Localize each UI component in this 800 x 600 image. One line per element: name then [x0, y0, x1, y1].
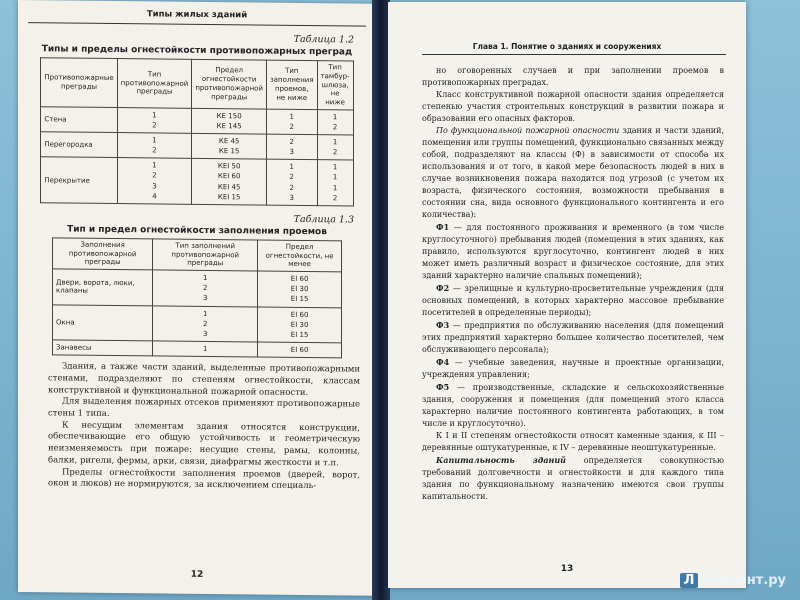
cell-value: 1 [152, 161, 157, 170]
table-cell [266, 134, 317, 160]
cell-value: EI 15 [290, 330, 309, 339]
cell-value: 4 [152, 192, 157, 201]
table-1-2 [40, 57, 353, 206]
row-label: Стена [41, 106, 117, 132]
cell-value: 1 [332, 173, 338, 182]
paragraph-lead: Ф2 [436, 283, 450, 293]
paragraph-lead: Капитальность зданий [436, 455, 566, 465]
cell-value: 3 [289, 193, 294, 202]
cell-value: EI 60 [290, 274, 309, 284]
column-header: Тип противопожарной преграды [117, 59, 192, 109]
cell-value: 1 [332, 163, 338, 172]
table-row [41, 132, 353, 161]
paragraph-lead: Ф4 [436, 357, 450, 367]
cell-value: 2 [332, 148, 338, 157]
table-row [41, 106, 353, 135]
table-cell [317, 160, 353, 206]
cell-value: 3 [203, 294, 208, 303]
paragraph-text: — учебные заведения, научные и проектные организации, учреждения управления; [422, 358, 724, 379]
paragraph: Для выделения пожарных отсеков применяют противопожарные стены 1 типа. [48, 396, 360, 419]
cell-value: 1 [203, 309, 208, 318]
cell-value: 2 [289, 137, 294, 146]
cell-value: 2 [152, 171, 157, 180]
cell-value: 1 [289, 112, 294, 121]
cell-value: 3 [203, 329, 208, 338]
cell-value: КЕ 150 [216, 111, 242, 121]
column-header: Тип заполнения проемов, не ниже [266, 60, 317, 109]
watermark-text: абиринт.ру [701, 573, 786, 588]
table-cell [192, 159, 267, 205]
paragraph [422, 282, 724, 319]
column-header: Предел огнестойкости противопожарной преграды [192, 59, 267, 109]
cell-value: 2 [289, 122, 294, 131]
cell-value: 2 [289, 173, 294, 182]
cell-value: 2 [152, 121, 157, 130]
cell-value: КЕ 45 [218, 137, 240, 146]
paragraph [422, 89, 724, 125]
table-cell [258, 342, 342, 358]
row-label: Перегородка [41, 132, 117, 158]
cell-value: 1 [289, 163, 294, 172]
cell-value: КЕI 45 [217, 182, 241, 191]
cell-value: 2 [289, 183, 294, 192]
table-row [53, 269, 342, 307]
paragraph [422, 454, 724, 503]
table-cell [192, 133, 267, 159]
cell-value: EI 60 [290, 345, 309, 355]
column-header: Тип тамбур-шлюза, не ниже [317, 61, 353, 110]
row-label: Занавесы [53, 340, 153, 356]
left-page-number: 12 [190, 569, 204, 580]
column-header: Противопожарные преграды [41, 58, 117, 108]
labirint-logo-icon: Л [680, 573, 699, 588]
table-1-2-title: Типы и пределы огнестойкости противопожарных преград [41, 44, 353, 58]
header-rule [28, 22, 366, 27]
paragraph [422, 125, 724, 221]
table-cell [266, 159, 317, 205]
cell-value: 3 [152, 181, 157, 191]
table-cell [266, 109, 317, 135]
paragraph [422, 319, 724, 356]
column-header: Тип заполнений противопожарной преграды [153, 239, 258, 271]
paragraph: Пределы огнестойкости заполнения проемов (дверей, ворот, окон и люков) не нормируются, за исключением специаль- [48, 467, 360, 492]
cell-value: 2 [203, 284, 208, 293]
paragraph [422, 221, 724, 282]
table-cell [258, 307, 342, 343]
cell-value: 1 [332, 138, 338, 147]
table-cell [317, 109, 353, 135]
cell-value: 1 [203, 344, 208, 353]
cell-value: 2 [152, 146, 157, 155]
table-cell [153, 341, 258, 357]
cell-value: 3 [289, 148, 294, 157]
table-1-3-title: Тип и предел огнестойкости заполнения проемов [67, 224, 327, 238]
table-cell [117, 107, 192, 133]
left-running-head: Типы жилых зданий [146, 9, 248, 21]
table-row [53, 304, 342, 342]
table-1-3 [52, 237, 342, 358]
cell-value: 2 [332, 123, 338, 132]
cell-value: 1 [152, 136, 157, 145]
right-running-head: Глава 1. Понятие о зданиях и сооружениях [472, 42, 662, 51]
cell-value: 1 [332, 113, 338, 122]
table-row [53, 340, 342, 358]
paragraph [422, 65, 724, 89]
row-label: Перекрытие [41, 157, 117, 203]
paragraph-lead: По функциональной пожарной опасности [436, 126, 620, 135]
paragraph-lead: Ф1 [436, 222, 450, 232]
paragraph-text: — зрелищные и культурно-просветительные учреждения (для основных помещений, в которых характерно массовое пребывание посетителей в определенные периоды); [422, 284, 724, 317]
cell-value: EI 60 [290, 310, 309, 319]
right-body-text [422, 65, 724, 503]
cell-value: 1 [332, 183, 338, 192]
paragraph-text: Класс конструктивной пожарной опасности здания определяется степенью участия строительных конструкций в развитии пожара и образовании его опасных факторов. [422, 90, 724, 123]
table-cell [117, 158, 192, 204]
paragraph: К несущим элементам здания относятся конструкции, обеспечивающие его общую устойчивость и геометрическую неизменяемость при пожаре: несущие стены, рамы, колонны, балки, ригели, фермы, арки, связи, диафрагмы жесткости и т.п. [48, 420, 360, 469]
cell-value: EI 15 [290, 295, 309, 304]
table-cell [153, 305, 258, 342]
paragraph-text: — предприятия по обслуживанию населения (для помещений этих предприятий характерно большее количество посетителей, чем обслуживающего персонала); [422, 321, 724, 354]
table-1-3-caption: Таблица 1.3 [293, 213, 354, 226]
cell-value: 2 [332, 194, 338, 203]
table-cell [192, 108, 267, 134]
paragraph-lead: Ф5 [436, 382, 450, 392]
row-label: Двери, ворота, люки, клапаны [53, 269, 153, 305]
table-1-2-caption: Таблица 1.2 [293, 33, 354, 46]
column-header: Заполнения противопожарной преграды [53, 238, 153, 270]
table-cell [117, 133, 192, 159]
column-header: Предел огнестойкости, не менее [258, 240, 342, 272]
paragraph [422, 430, 724, 454]
paragraph-text: К I и II степеням огнестойкости относят каменные здания, к III – деревянные оштукатуренные, к IV – деревянные неоштукатуренные. [422, 431, 724, 452]
cell-value: EI 30 [290, 285, 309, 294]
paragraph-lead: Ф3 [436, 320, 450, 330]
cell-value: КЕ 145 [216, 121, 242, 131]
cell-value: 1 [203, 274, 208, 283]
paragraph-text: — для постоянного проживания и временного (в том числе круглосуточного) пребывания людей (помещения в этих зданиях, как правило, используются круглосуточно, контингент людей в них может иметь различный возраст и физическое состояние, для этих зданий характерно наличие спальных помещений); [422, 223, 724, 280]
paragraph: Здания, а также части зданий, выделенные противопожарными стенами, подразделяют по степеням огнестойкости, классам конструктивной и функциональной пожарной опасности. [48, 361, 360, 398]
paragraph-text: — производственные, складские и сельскохозяйственные здания, сооружения и помещения (для помещений этого класса характерно наличие постоянного контингента работающих, в том числе и круглосуточно). [422, 383, 724, 428]
paragraph-text: здания и части зданий, помещения или группы помещений, функционально связанных между собой, подразделяют на классы (Ф) в зависимости от способа их использования и от того, в какой мере безопасность людей в них в случае возникновения пожара находится под угрозой (с учетом их возраста, физического состояния, возможности пребывания в состоянии сна, вида основного функционального контингента и его количества): [422, 126, 724, 219]
cell-value: EI 30 [290, 320, 309, 329]
table-cell [153, 270, 258, 307]
left-page [18, 0, 376, 596]
paragraph [422, 381, 724, 430]
cell-value: КЕ 15 [218, 147, 240, 156]
header-rule [422, 54, 726, 55]
cell-value: КЕI 15 [217, 192, 241, 202]
right-page [388, 2, 746, 588]
cell-value: КЕI 60 [217, 172, 241, 181]
table-row [41, 157, 353, 206]
cell-value: КЕI 50 [217, 162, 241, 171]
cell-value: 1 [152, 111, 157, 120]
left-body-text [48, 361, 360, 493]
table-cell [258, 271, 342, 307]
paragraph [422, 356, 724, 381]
row-label: Окна [53, 304, 153, 340]
table-cell [317, 135, 353, 161]
paragraph-text: но оговоренных случаев и при заполнении проемов в противопожарных преградах. [422, 66, 724, 87]
right-page-number: 13 [560, 564, 574, 574]
watermark [680, 573, 786, 588]
paragraph-text: определяется совокупностью требований долговечности и огнестойкости и для каждого типа здания по функциональному назначению имеются свои группы капитальности. [422, 456, 724, 501]
cell-value: 2 [203, 319, 208, 328]
